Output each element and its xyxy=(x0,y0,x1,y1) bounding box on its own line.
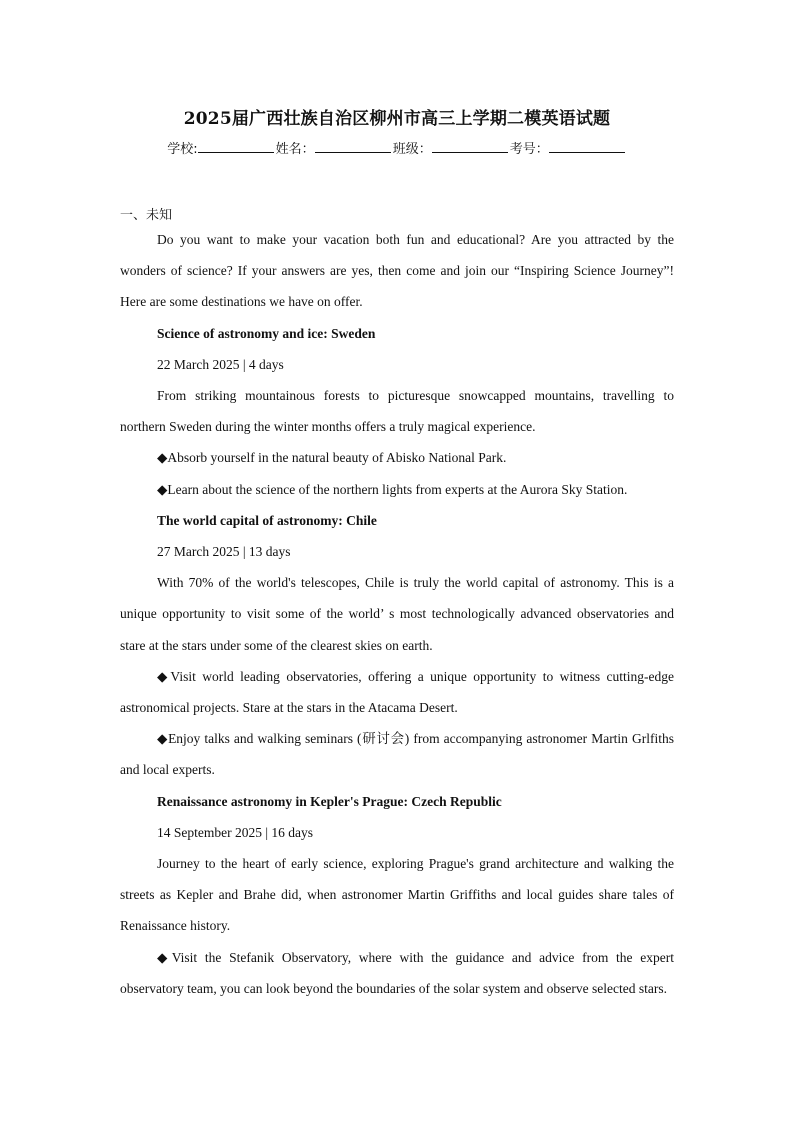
name-blank[interactable] xyxy=(315,140,391,153)
description-chile: With 70% of the world's telescopes, Chile is truly the world capital of astronomy. This is a unique opportunity to visit some of the world’ s most technologically advanced observatories and stare at the stars under some of the clearest skies on earth. xyxy=(120,575,674,653)
description-czech: Journey to the heart of early science, exploring Prague's grand architecture and walking the streets as Kepler and Brahe did, when astronomer Martin Griffiths and local guides share tales of Renaissance history. xyxy=(120,856,674,934)
exam-number-blank[interactable] xyxy=(549,140,625,153)
page-title: 2025届广西壮族自治区柳州市高三上学期二模英语试题 xyxy=(183,109,611,129)
bullet-chile-2: ◆Enjoy talks and walking seminars (研讨会) from accompanying astronomer Martin Grlfiths and local experts. xyxy=(120,731,674,778)
passage xyxy=(120,224,674,1004)
school-label: 学校: xyxy=(167,142,198,157)
school-blank[interactable] xyxy=(198,140,274,153)
destination-heading-sweden: Science of astronomy and ice: Sweden xyxy=(157,325,376,341)
description-sweden: From striking mountainous forests to picturesque snowcapped mountains, travelling to northern Sweden during the winter months offers a truly magical experience. xyxy=(120,388,674,435)
class-blank[interactable] xyxy=(432,140,508,153)
date-sweden: 22 March 2025 | 4 days xyxy=(157,356,284,372)
bullet-sweden-2: ◆Learn about the science of the northern lights from experts at the Aurora Sky Station. xyxy=(157,481,628,497)
destination-heading-czech: Renaissance astronomy in Kepler's Prague: Czech Republic xyxy=(157,793,502,809)
date-czech: 14 September 2025 | 16 days xyxy=(157,824,314,840)
destination-heading-chile: The world capital of astronomy: Chile xyxy=(157,512,377,528)
class-label: 班级： xyxy=(392,142,432,157)
bullet-sweden-1: ◆Absorb yourself in the natural beauty of Abisko National Park. xyxy=(157,450,507,466)
intro-paragraph: Do you want to make your vacation both fun and educational? Are you attracted by the wonders of science? If your answers are yes, then come and join our “Inspiring Science Journey”! Here are some destinations we have on offer. xyxy=(120,232,674,310)
bullet-chile-1: ◆Visit world leading observatories, offering a unique opportunity to witness cutting-edge astronomical projects. Stare at the stars in the Atacama Desert. xyxy=(120,668,674,716)
name-label: 姓名： xyxy=(275,142,315,157)
student-info-line xyxy=(0,138,794,157)
exam-number-label: 考号： xyxy=(509,142,549,157)
section-heading: 一、未知 xyxy=(120,208,173,223)
date-chile: 27 March 2025 | 13 days xyxy=(157,544,291,560)
bullet-czech-1: ◆Visit the Stefanik Observatory, where with the guidance and advice from the expert observatory team, you can look beyond the boundaries of the solar system and observe selected stars. xyxy=(120,949,674,996)
